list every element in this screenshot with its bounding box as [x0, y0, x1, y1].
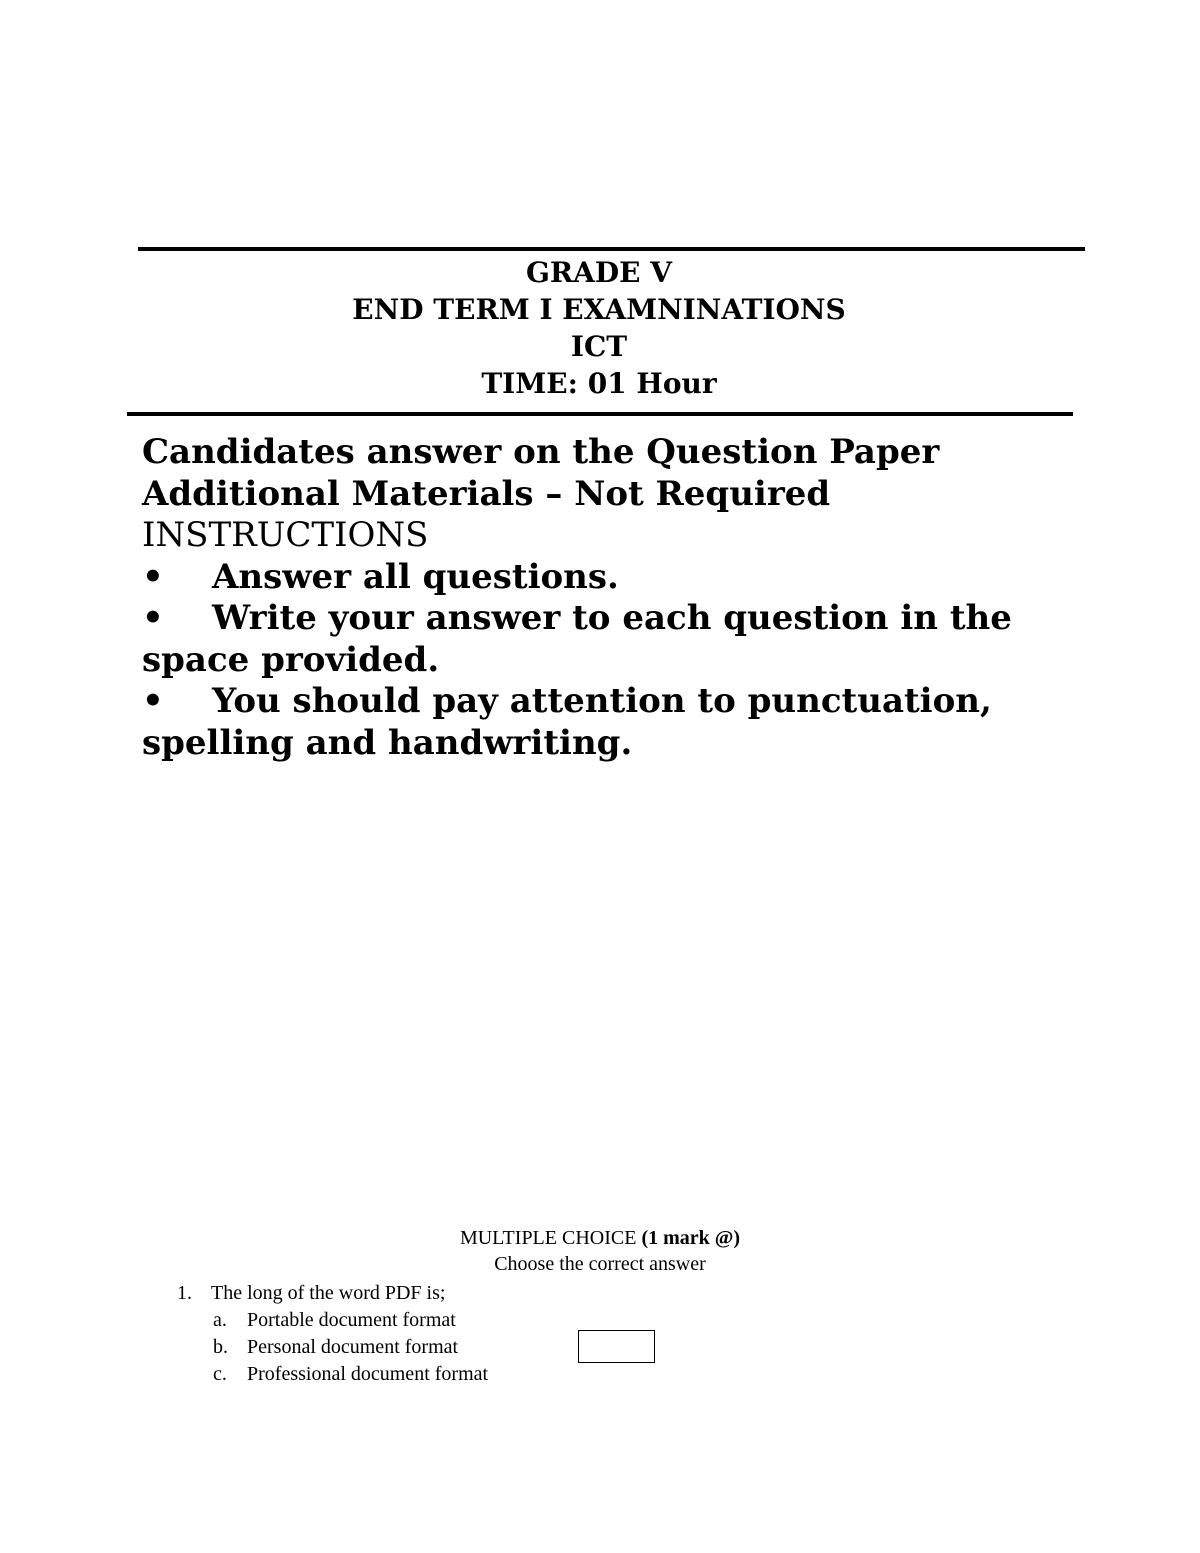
mcq-title-text: MULTIPLE CHOICE — [459, 1227, 637, 1249]
option-letter: c. — [213, 1363, 227, 1385]
mcq-section-title — [300, 1226, 900, 1250]
question-number: 1. — [177, 1282, 192, 1304]
instruction-text: Answer all questions. — [212, 556, 619, 597]
answer-box[interactable] — [578, 1330, 655, 1363]
option-text: Personal document format — [247, 1336, 459, 1358]
question-1 — [177, 1280, 445, 1307]
instruction-item — [142, 557, 1072, 599]
option-c — [213, 1361, 488, 1388]
instruction-continuation: spelling and handwriting. — [142, 722, 633, 763]
grade-title: GRADE V — [525, 256, 672, 289]
bullet-icon: • — [142, 556, 164, 597]
mcq-mark-value: (1 mark @) — [641, 1227, 741, 1249]
question-text: The long of the word PDF is; — [211, 1282, 446, 1304]
instruction-continuation: space provided. — [142, 639, 440, 680]
instruction-item — [142, 598, 1072, 640]
instruction-text: Write your answer to each question in the — [212, 598, 1012, 638]
header-top-rule — [138, 247, 1085, 251]
instructions-block — [142, 432, 1072, 764]
materials-note: Additional Materials – Not Required — [142, 473, 831, 514]
time-allowed: TIME: 01 Hour — [481, 367, 717, 400]
option-a — [213, 1307, 488, 1334]
instruction-text: You should pay attention to punctuation, — [212, 681, 992, 721]
mcq-instruction: Choose the correct answer — [494, 1253, 706, 1275]
exam-title: END TERM I EXAMNINATIONS — [352, 293, 846, 326]
exam-header — [138, 254, 1060, 402]
subject-title: ICT — [570, 330, 628, 363]
option-letter: b. — [213, 1336, 228, 1358]
option-letter: a. — [213, 1309, 227, 1331]
option-text: Portable document format — [247, 1309, 456, 1331]
instructions-heading: INSTRUCTIONS — [142, 515, 429, 555]
answer-location-note: Candidates answer on the Question Paper — [142, 432, 940, 472]
option-text: Professional document format — [247, 1363, 489, 1385]
question-1-options — [213, 1307, 488, 1388]
option-b — [213, 1334, 488, 1361]
bullet-icon: • — [142, 681, 164, 721]
bullet-icon: • — [142, 598, 164, 638]
header-bottom-rule — [127, 412, 1073, 416]
instruction-item — [142, 681, 1072, 723]
